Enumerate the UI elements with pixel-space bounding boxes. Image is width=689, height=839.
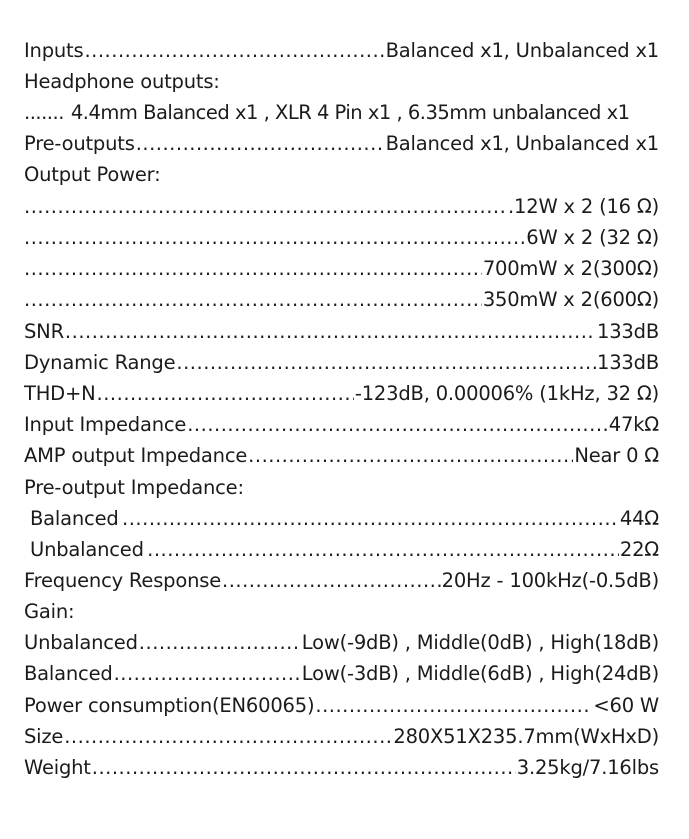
leader-dots xyxy=(176,347,596,378)
leader-dots xyxy=(222,565,441,596)
spec-label: THD+N xyxy=(24,382,96,405)
spec-value: <60 W xyxy=(593,694,659,717)
spec-gain-balanced xyxy=(24,658,659,689)
leader-dots xyxy=(122,503,619,534)
spec-power-consumption xyxy=(24,690,659,721)
leader-dots xyxy=(147,534,619,565)
leader-dots xyxy=(92,752,516,783)
spec-weight xyxy=(24,752,659,783)
leader-dots xyxy=(24,253,482,284)
spec-value: 133dB xyxy=(597,351,659,374)
pre-output-impedance-heading: Pre-output Impedance: xyxy=(24,476,244,499)
leader-dots xyxy=(187,409,608,440)
spec-headphone-outputs xyxy=(24,97,659,128)
spec-value: Balanced x1, Unbalanced x1 xyxy=(385,39,659,62)
spec-value: 3.25kg/7.16lbs xyxy=(516,756,659,779)
spec-inputs xyxy=(24,35,659,66)
spec-size xyxy=(24,721,659,752)
spec-label: Dynamic Range xyxy=(24,351,176,374)
leader-dots xyxy=(315,690,592,721)
leader-dots xyxy=(24,191,507,222)
spec-pre-output-unbalanced xyxy=(30,534,659,565)
spec-label: Balanced xyxy=(24,662,113,685)
spec-pre-output-balanced xyxy=(30,503,659,534)
spec-value: 44Ω xyxy=(619,507,659,530)
output-power-heading: Output Power: xyxy=(24,163,161,186)
spec-value: 700mW x 2(300Ω) xyxy=(482,257,659,280)
spec-value: Low(-3dB) , Middle(6dB) , High(24dB) xyxy=(301,662,659,685)
headphone-outputs-heading: Headphone outputs: xyxy=(24,70,220,93)
spec-value: 280X51X235.7mm(WxHxD) xyxy=(393,725,659,748)
output-power-row xyxy=(24,222,659,253)
spec-value: 133dB xyxy=(597,320,659,343)
spec-value: Near 0 Ω xyxy=(574,444,659,467)
spec-label: Balanced xyxy=(30,507,119,530)
spec-value: 47kΩ xyxy=(608,413,659,436)
output-power-row xyxy=(24,253,659,284)
spec-label: Frequency Response xyxy=(24,569,221,592)
leader-lead: ....... xyxy=(24,101,64,124)
gain-heading: Gain: xyxy=(24,600,75,623)
spec-value: -123dB, 0.00006% (1kHz, 32 Ω) xyxy=(354,382,659,405)
spec-label: Input Impedance xyxy=(24,413,187,436)
spec-value: 4.4mm Balanced x1 , XLR 4 Pin x1 , 6.35mm unbalanced x1 xyxy=(70,101,630,124)
spec-dynamic-range xyxy=(24,347,659,378)
leader-dots xyxy=(84,35,384,66)
spec-value: Low(-9dB) , Middle(0dB) , High(18dB) xyxy=(301,631,659,654)
spec-frequency-response xyxy=(24,565,659,596)
spec-label: Size xyxy=(24,725,64,748)
spec-input-impedance xyxy=(24,409,659,440)
spec-label: Pre-outputs xyxy=(24,132,135,155)
spec-value: 20Hz - 100kHz(-0.5dB) xyxy=(441,569,659,592)
leader-dots xyxy=(64,721,392,752)
leader-dots xyxy=(65,316,596,347)
spec-value: 22Ω xyxy=(619,538,659,561)
spec-value: .12W x 2 (16 Ω) xyxy=(508,195,659,218)
spec-label: AMP output Impedance xyxy=(24,444,248,467)
output-power-row xyxy=(24,284,659,315)
spec-label: Unbalanced xyxy=(24,631,138,654)
spec-value: Balanced x1, Unbalanced x1 xyxy=(385,132,659,155)
spec-label: Unbalanced xyxy=(30,538,144,561)
spec-label: Inputs xyxy=(24,39,84,62)
leader-dots xyxy=(114,658,301,689)
spec-value: 350mW x 2(600Ω) xyxy=(482,288,659,311)
leader-dots xyxy=(248,440,573,471)
leader-dots xyxy=(139,627,301,658)
spec-amp-output-impedance xyxy=(24,440,659,471)
leader-dots xyxy=(24,222,525,253)
spec-snr xyxy=(24,316,659,347)
output-power-row xyxy=(24,191,659,222)
spec-label: SNR xyxy=(24,320,64,343)
spec-pre-outputs xyxy=(24,128,659,159)
spec-thd-n xyxy=(24,378,659,409)
spec-value: 6W x 2 (32 Ω) xyxy=(526,226,659,249)
spec-label: Weight xyxy=(24,756,91,779)
leader-dots xyxy=(136,128,385,159)
leader-dots xyxy=(24,284,482,315)
spec-gain-unbalanced xyxy=(24,627,659,658)
leader-dots xyxy=(97,378,354,409)
spec-label: Power consumption(EN60065) xyxy=(24,694,315,717)
